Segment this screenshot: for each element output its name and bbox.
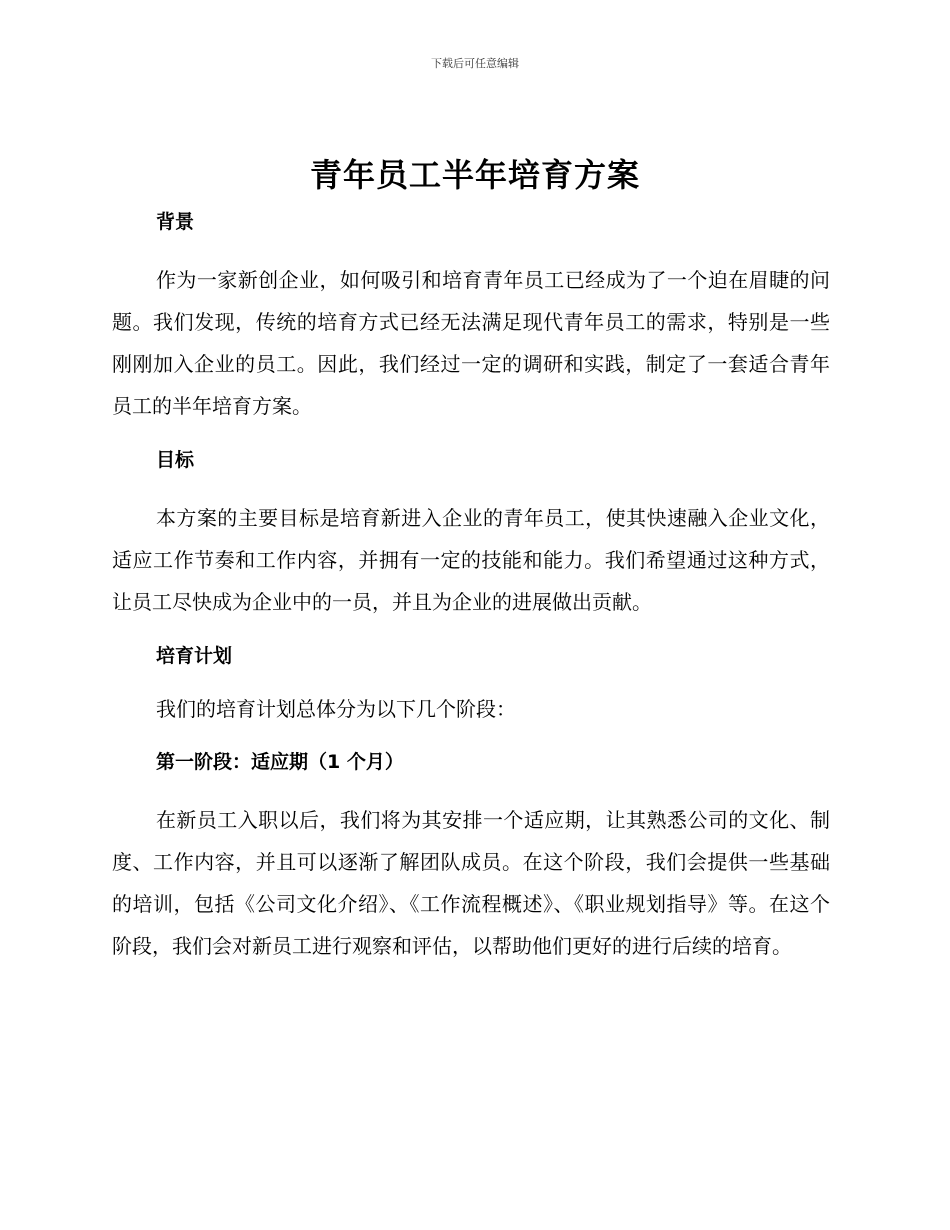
section-heading: 背景 [156, 211, 195, 233]
section-paragraph: 本方案的主要目标是培育新进入企业的青年员工，使其快速融入企业文化，适应工作节奏和工作内容，并拥有一定的技能和能力。我们希望通过这种方式，让员工尽快成为企业中的一员，并且为企业的进展做出贡献。 [112, 506, 830, 614]
document-body [112, 202, 830, 967]
section-training-plan [112, 636, 830, 730]
document-title: 青年员工半年培育方案 [309, 156, 640, 194]
section-phase-one [112, 742, 830, 967]
header-note: 下载后可任意编辑 [431, 57, 519, 70]
section-heading: 目标 [156, 449, 195, 471]
section-paragraph: 在新员工入职以后，我们将为其安排一个适应期，让其熟悉公司的文化、制度、工作内容，并且可以逐渐了解团队成员。在这个阶段，我们会提供一些基础的培训，包括《公司文化介绍》、《工作流程概述》、《职业规划指导》等。在这个阶段，我们会对新员工进行观察和评估，以帮助他们更好的进行后续的培育。 [112, 808, 830, 958]
section-goal [112, 440, 830, 623]
section-paragraph: 作为一家新创企业，如何吸引和培育青年员工已经成为了一个迫在眉睫的问题。我们发现，传统的培育方式已经无法满足现代青年员工的需求，特别是一些刚刚加入企业的员工。因此，我们经过一定的调研和实践，制定了一套适合青年员工的半年培育方案。 [112, 268, 830, 418]
section-background [112, 202, 830, 427]
section-heading: 培育计划 [156, 645, 233, 667]
section-paragraph: 我们的培育计划总体分为以下几个阶段： [156, 697, 516, 721]
section-heading: 第一阶段：适应期（1 个月） [156, 751, 404, 773]
